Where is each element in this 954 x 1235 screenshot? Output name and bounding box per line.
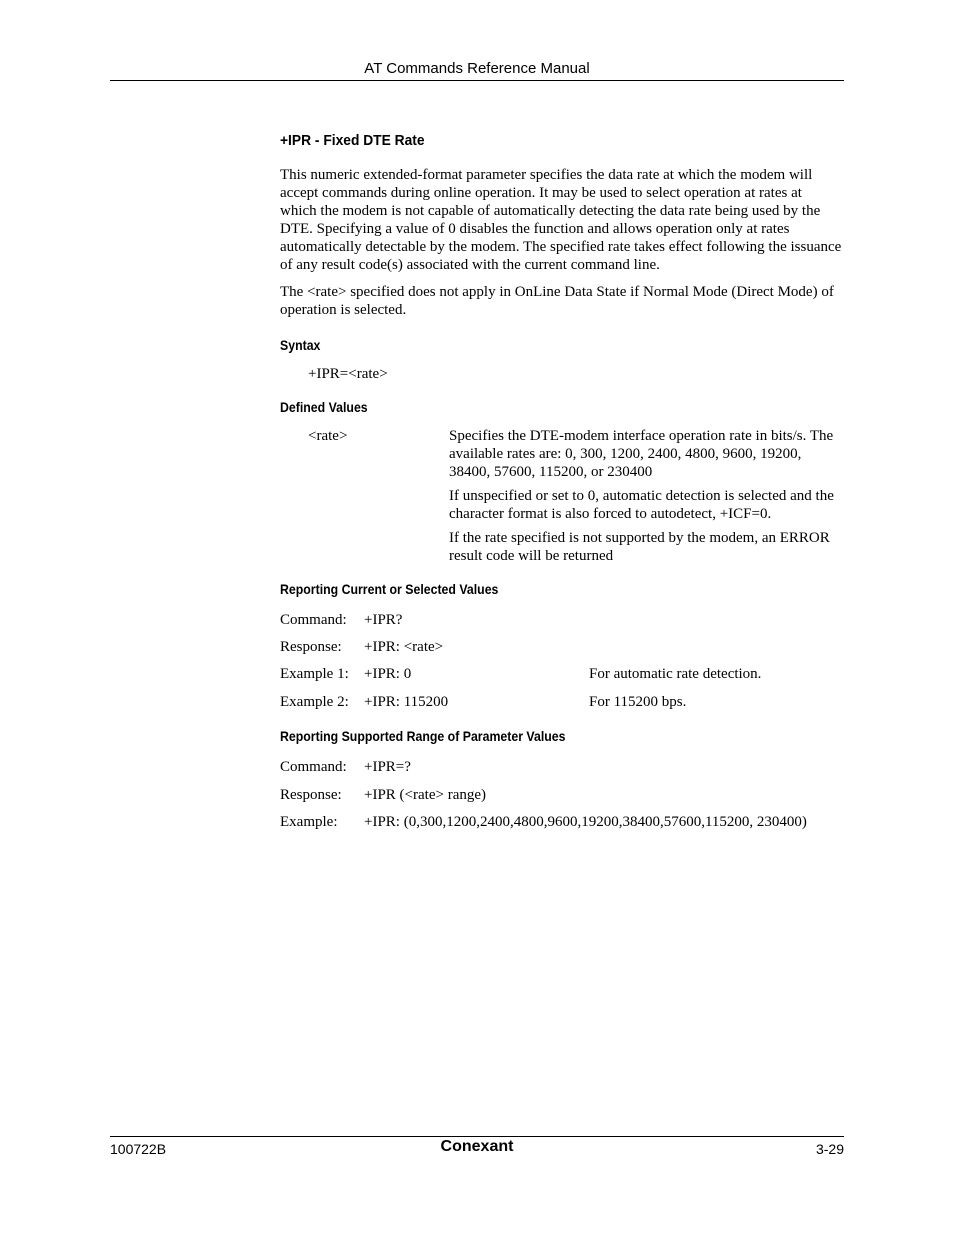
reporting-range-heading: Reporting Supported Range of Parameter Values [280,728,566,744]
row-label: Response: [280,639,342,655]
page-number: 3-29 [815,1141,844,1157]
param-description-autodetect: If unspecified or set to 0, automatic detection is selected and the character format is also forced to autodetect, +ICF=0. [449,488,834,522]
note-paragraph: The <rate> specified does not apply in OnLine Data State if Normal Mode (Direct Mode) of operation is selected. [280,284,834,318]
running-header: AT Commands Reference Manual [364,60,590,77]
row-note: For automatic rate detection. [589,666,762,682]
row-label: Command: [280,759,347,775]
defined-values-heading: Defined Values [280,399,368,415]
syntax-value: +IPR=<rate> [308,366,388,382]
row-note: For 115200 bps. [589,694,687,710]
row-value: +IPR? [364,612,403,628]
param-name: <rate> [308,428,348,444]
description-paragraph: This numeric extended-format parameter specifies the data rate at which the modem will accept commands during online operation. It may be used to select operation at rates at which the modem is not capable of automatically detecting the data rate being used by the DTE. Specifying a value of 0 disables the function and allows operation only at rates automatically detectable by the modem. The specified rate takes effect following the issuance of any result code(s) associated with the current command line. [280,167,842,273]
row-label: Example 2: [280,694,349,710]
row-label: Example: [280,814,338,830]
row-value: +IPR: 0 [364,666,412,682]
section-title: +IPR - Fixed DTE Rate [280,132,425,149]
row-value: +IPR: 115200 [364,694,449,710]
row-label: Command: [280,612,347,628]
company-name: Conexant [440,1138,514,1155]
row-value: +IPR: <rate> [364,639,444,655]
row-value: +IPR=? [364,759,411,775]
param-description-error: If the rate specified is not supported by the modem, an ERROR result code will be returned [449,530,830,564]
footer-rule [110,1136,844,1137]
header-rule [110,80,844,81]
syntax-heading: Syntax [280,337,321,353]
param-description-rates: Specifies the DTE-modem interface operation rate in bits/s. The available rates are: 0, 300, 1200, 2400, 4800, 9600, 19200, 38400, 57600, 115200, or 230400 [449,428,834,480]
row-value: +IPR (<rate> range) [364,787,486,803]
row-label: Response: [280,787,342,803]
doc-number: 100722B [110,1141,167,1157]
row-value: +IPR: (0,300,1200,2400,4800,9600,19200,38400,57600,115200, 230400) [364,814,807,830]
reporting-current-heading: Reporting Current or Selected Values [280,581,499,597]
row-label: Example 1: [280,666,349,682]
